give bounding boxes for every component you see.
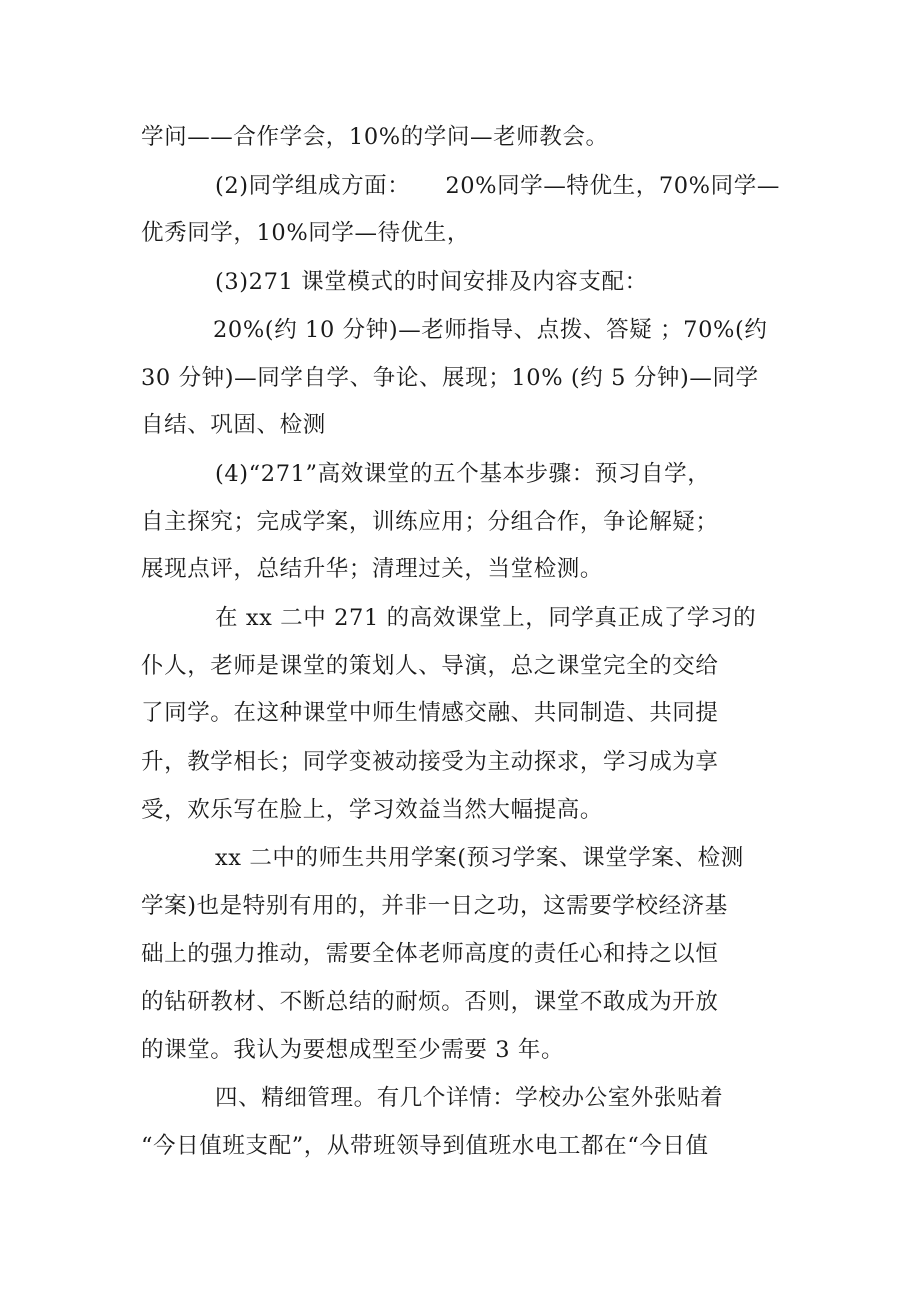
text-line: 学案)也是特别有用的，并非一日之功，这需要学校经济基 xyxy=(141,893,728,919)
text-line: 四、精细管理。有几个详情：学校办公室外张贴着 xyxy=(215,1085,724,1111)
text-line: 础上的强力推动，需要全体老师高度的责任心和持之以恒 xyxy=(141,941,719,967)
text-line: (2)同学组成方面： 20%同学—特优生，70%同学— xyxy=(215,173,780,199)
text-line: 自结、巩固、检测 xyxy=(141,412,326,438)
text-line: xx 二中的师生共用学案(预习学案、课堂学案、检测 xyxy=(215,845,744,871)
text-line: 在 xx 二中 271 的高效课堂上，同学真正成了学习的 xyxy=(215,605,757,631)
text-line: 的钻研教材、不断总结的耐烦。否则，课堂不敢成为开放 xyxy=(141,989,719,1015)
text-line: 学问——合作学会，10%的学问—老师教会。 xyxy=(141,124,609,150)
text-line: 了同学。在这种课堂中师生情感交融、共同制造、共同提 xyxy=(141,700,719,726)
text-line: 20%(约 10 分钟)—老师指导、点拨、答疑 ；70%(约 xyxy=(213,317,768,343)
text-line: 仆人，老师是课堂的策划人、导演，总之课堂完全的交给 xyxy=(141,653,719,679)
text-line: 的课堂。我认为要想成型至少需要 3 年。 xyxy=(141,1037,565,1063)
text-line: 升，教学相长；同学变被动接受为主动探求，学习成为享 xyxy=(141,749,719,775)
text-line: 展现点评，总结升华；清理过关，当堂检测。 xyxy=(141,556,604,582)
text-line: 受，欢乐写在脸上，学习效益当然大幅提高。 xyxy=(141,797,604,823)
text-line: (3)271 课堂模式的时间安排及内容支配： xyxy=(215,269,648,295)
text-line: “今日值班支配”，从带班领导到值班水电工都在“今日值 xyxy=(141,1133,709,1159)
text-line: 自主探究；完成学案，训练应用；分组合作，争论解疑； xyxy=(141,509,719,535)
text-line: 优秀同学，10%同学—待优生， xyxy=(141,220,471,246)
text-line: 30 分钟)—同学自学、争论、展现；10% (约 5 分钟)—同学 xyxy=(141,365,759,391)
text-line: (4)“271”高效课堂的五个基本步骤：预习自学， xyxy=(215,461,711,487)
